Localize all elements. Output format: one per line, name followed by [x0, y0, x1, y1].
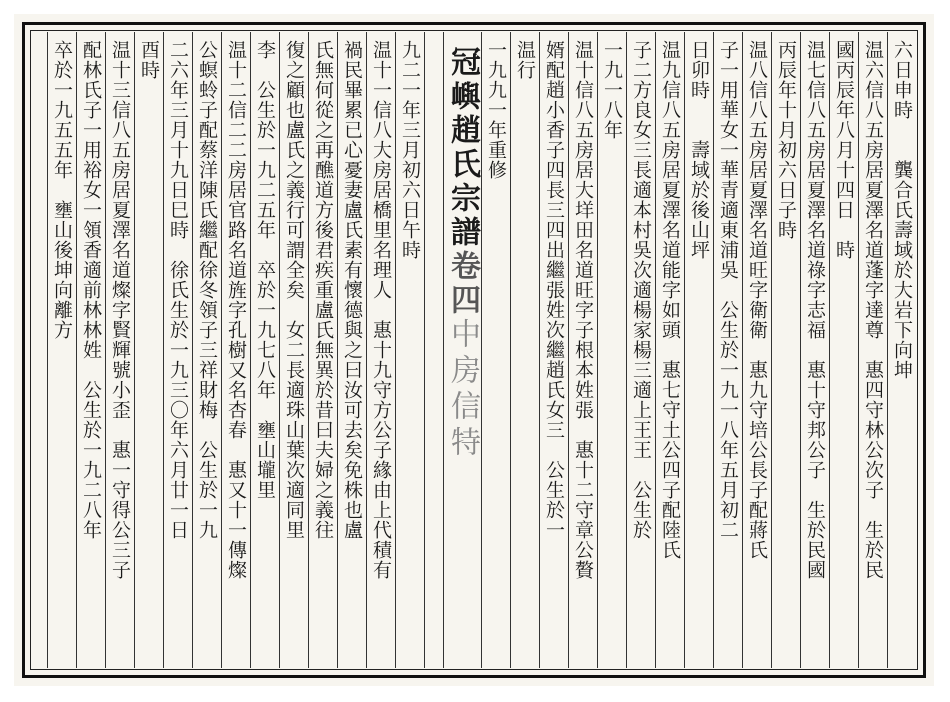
book-title: [443, 32, 481, 668]
text-column-10: 子二方良女三長適本村吳次適楊家楊三適上王王 公生於: [626, 32, 655, 668]
text-column-9: 温九信八五房居夏澤名道能字如頭 惠七守土公四子配陸氏: [655, 32, 684, 668]
text-column-19: 李 公生於一九二五年 卒於一九七八年 壅山壠里: [250, 32, 279, 668]
title-volume: 卷四: [445, 250, 480, 318]
text-column-21: 公螟蛉子配蔡洋陳氏繼配徐冬領子三祥財梅 公生於一九: [192, 32, 221, 668]
text-column-3: 國丙辰年八月十四日 時: [829, 32, 858, 668]
text-column-8: 日卯時 壽域於後山坪: [684, 32, 713, 668]
text-column-25: 配林氏子一用裕女一領香適前林林姓 公生於一九二八年: [76, 32, 105, 668]
text-column-17: 氏無何從之再醮道方後君疾重盧氏無異於昔曰夫婦之義往: [308, 32, 337, 668]
text-column-24: 温十三信八五房居夏澤名道燦字賢輝號小歪 惠一守得公三子: [105, 32, 134, 668]
text-column-18: 復之顧也盧氏之義行可謂全矣 女二長適珠山葉次適同里: [279, 32, 308, 668]
text-column-12: 温十信八五房居大垟田名道旺字子根本姓張 惠十二守章公贅: [568, 32, 597, 668]
title-main: 冠嶼趙氏宗譜: [445, 46, 480, 250]
text-column-23: 酉時: [134, 32, 163, 668]
text-column-5: 丙辰年十月初六日子時: [771, 32, 800, 668]
text-column-11: 一九一八年: [597, 32, 626, 668]
text-column-26: 卒於一九五五年 壅山後坤向離方: [47, 32, 76, 668]
page-fold: [424, 32, 443, 668]
text-column-2: 温六信八五房居夏澤名道蓬字達尊 惠四守林公次子 生於民: [858, 32, 887, 668]
title-suffix: 中房信特: [445, 318, 480, 462]
text-column-16: 禍民畢累已心憂妻盧氏素有懷德與之曰汝可去矣免株也盧: [337, 32, 366, 668]
footer-note: 一九九一年重修: [481, 32, 510, 668]
genealogy-page: [32, 32, 916, 668]
text-column-20: 温十二信二二房居官路名道旌字孔樹又名杏春 惠又十一傳燦: [221, 32, 250, 668]
text-column-6: 温八信八五房居夏澤名道旺字衛衛 惠九守培公長子配蔣氏: [742, 32, 771, 668]
text-column-1: 六日申時 龔合氏壽域於大岩下向坤: [887, 32, 916, 668]
text-column-22: 二六年三月十九日巳時 徐氏生於一九三〇年六月廿一日: [163, 32, 192, 668]
margin-note: 温行: [510, 32, 539, 668]
text-column-4: 温七信八五房居夏澤名道祿字志福 惠十守邦公子 生於民國: [800, 32, 829, 668]
text-column-15: 温十一信八大房居橋里名理人 惠十九守方公子緣由上代積有: [366, 32, 395, 668]
text-column-13: 婿配趙小香子四長三四出繼張姓次繼趙氏女三 公生於一: [539, 32, 568, 668]
text-column-14: 九二一年三月初六日午時: [395, 32, 424, 668]
text-column-7: 子一用華女一華青適東浦吳 公生於一九一八年五月初二: [713, 32, 742, 668]
